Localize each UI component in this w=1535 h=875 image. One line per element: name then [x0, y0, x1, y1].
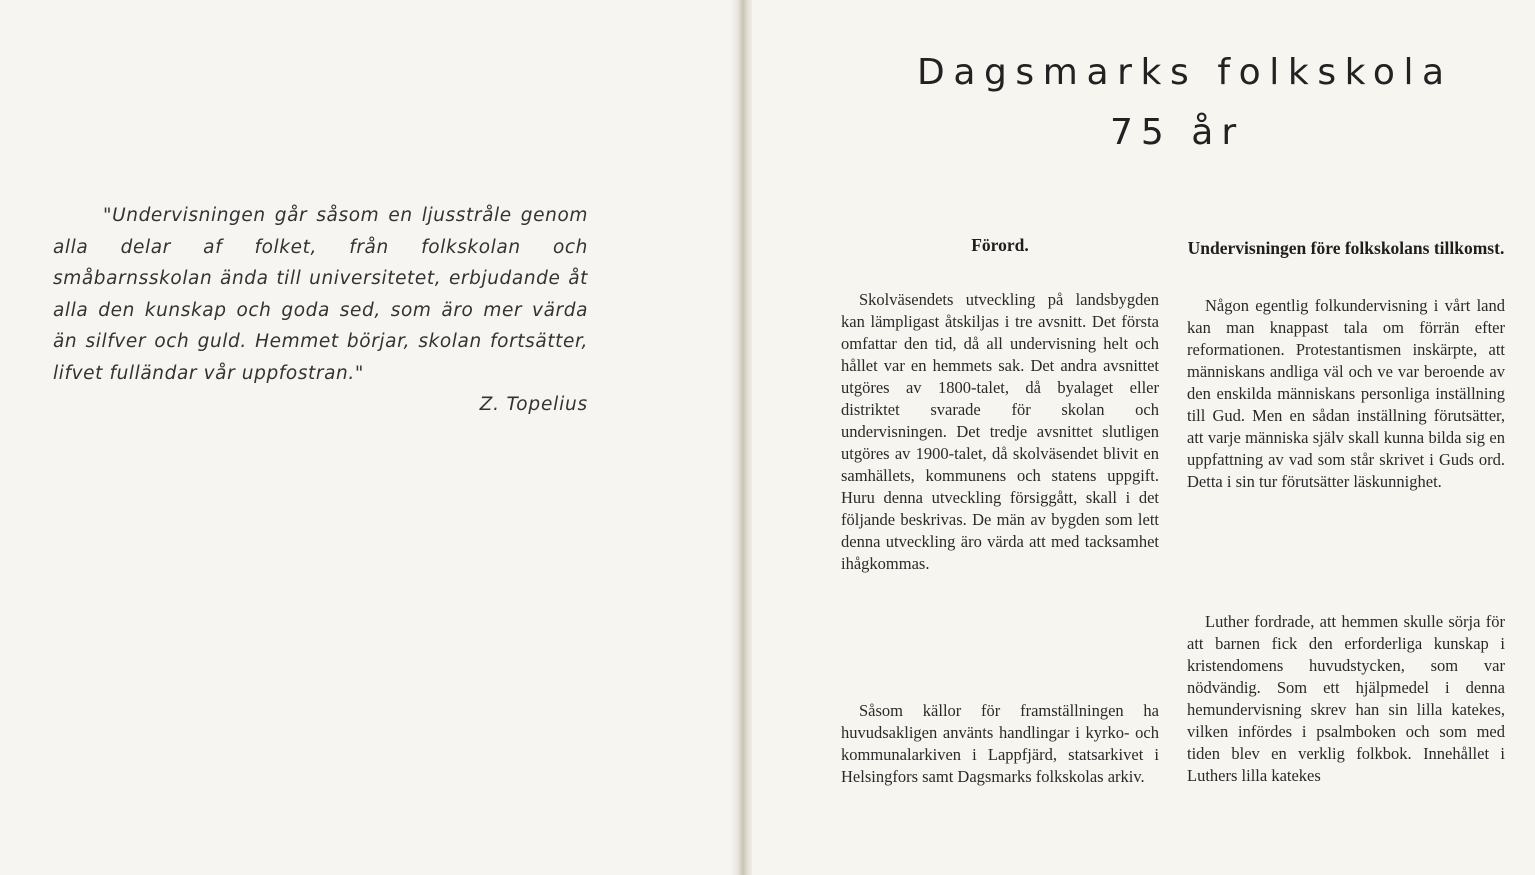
page-title-line2: 75 år	[1110, 112, 1245, 153]
history-paragraph-2: Luther fordrade, att hemmen skulle sörja för att barnen fick den erforderliga kunskap i kristendomens huvudstycken, som var nödvändig. Som ett hjälpmedel i denna hemundervisning skrev han sin lilla katekes, vilken infördes i psalmboken och som med tiden blev en verklig folkbok. Innehållet i Luthers lilla katekes	[1187, 612, 1505, 785]
page-title-line1: Dagsmarks folkskola	[917, 52, 1453, 93]
quote-author: Z. Topelius	[479, 394, 588, 415]
foreword-paragraph-2: Såsom källor för framställningen ha huvudsakligen använts handlingar i kyrko- och kommunalarkiven i Lappfjärd, statsarkivet i Helsingfors samt Dagsmarks folkskolas arkiv.	[841, 701, 1159, 786]
left-page	[0, 0, 738, 875]
history-paragraph-1: Någon egentlig folkundervisning i vårt land kan man knappast tala om förrän efter reformationen. Protestantismen inskärpte, att människans andliga väl och ve var beroende av den enskilda människans personliga inställning till Gud. Men en sådan inställning förutsätter, att varje människa själv skall kunna bilda sig en uppfattning av vad som står skrivet i Guds ord. Detta i sin tur förutsätter läskunnighet.	[1187, 296, 1505, 491]
history-heading: Undervisningen före folkskolans tillkomst.	[1187, 238, 1505, 258]
foreword-paragraph-1: Skolväsendets utveckling på landsbygden kan lämpligast åtskiljas i tre avsnitt. Det första omfattar den tid, då all undervisning helt och hållet var en hemmets sak. Det andra avsnittet utgöres av 1800-talet, då byalaget eller distriktet svarade för skolan och undervisningen. Det tredje avsnittet slutligen utgöres av 1900-talet, då skolväsendet blivit en samhällets, kommunens och statens uppgift. Huru denna utveckling försiggått, skall i det följande beskrivas. De män av bygden som lett denna utveckling äro värda att med tacksamhet ihågkommas.	[841, 290, 1159, 573]
topelius-quote: "Undervisningen går såsom en ljusstråle genom alla delar af folket, från folkskolan och småbarnsskolan ända till universitetet, erbjudande åt alla den kunskap och goda sed, som äro mer värda än silfver och guld. Hemmet börjar, skolan fortsätter, lifvet fulländar vår uppfostran."	[53, 205, 588, 384]
foreword-heading: Förord.	[971, 235, 1029, 255]
